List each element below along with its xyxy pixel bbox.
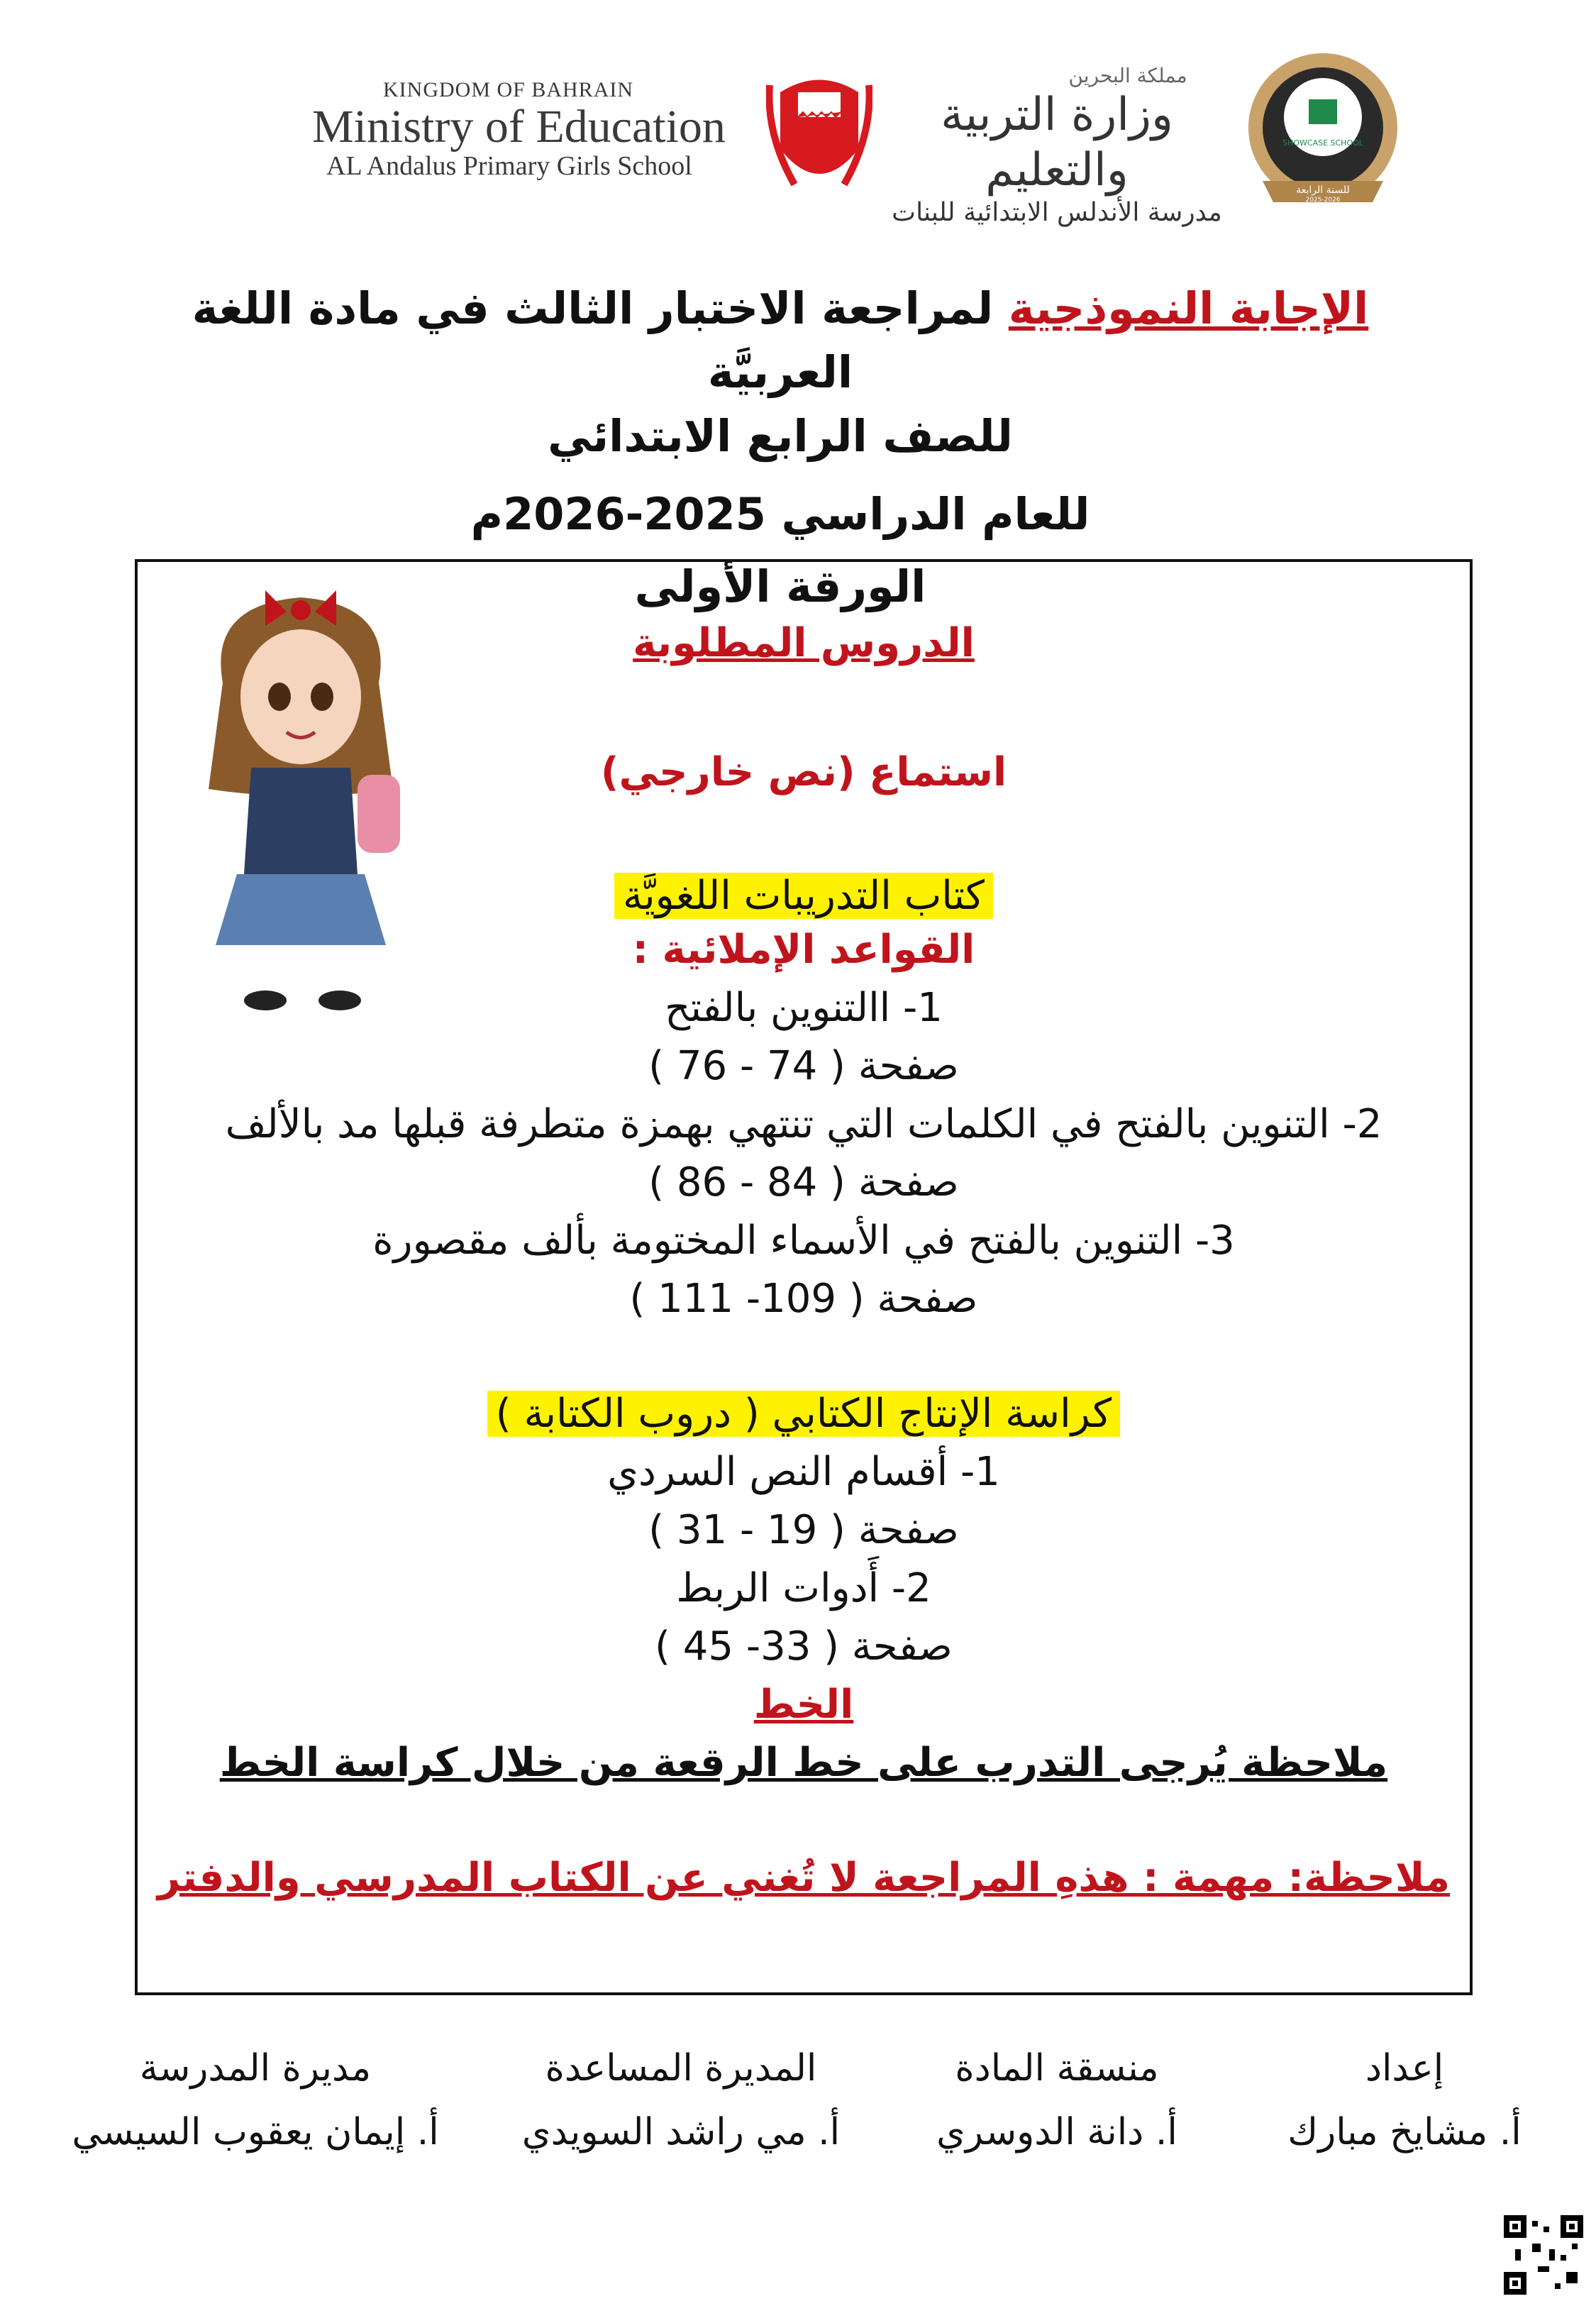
- signature-name: أ. مي راشد السويدي: [521, 2111, 841, 2153]
- writing-book-label: كراسة الإنتاج الكتابي ( دروب الكتابة ): [138, 1389, 1470, 1439]
- lesson-1: 1- اا‌لتنوين بالفتح: [665, 985, 943, 1031]
- signature-assistant-principal: [511, 2036, 851, 2164]
- kingdom-label-ar: مملكة البحرين: [1068, 64, 1187, 87]
- signature-role: مديرة المدرسة: [139, 2047, 372, 2090]
- signatures-row: [0, 2036, 1596, 2178]
- school-name-ar: مدرسة الأندلس الابتدائية للبنات: [892, 198, 1222, 227]
- english-letterhead: [312, 78, 766, 180]
- ministry-label-ar: وزارة التربية والتعليم: [941, 89, 1173, 197]
- signature-name: أ. مشايخ مبارك: [1287, 2111, 1522, 2153]
- bahrain-emblem-icon: [766, 64, 872, 206]
- school-name-en: AL Andalus Primary Girls School: [326, 151, 692, 181]
- spelling-rules-heading: القواعد الإملائية :: [632, 927, 975, 973]
- signature-name: أ. دانة الدوسري: [936, 2111, 1177, 2153]
- signature-principal: [50, 2036, 461, 2164]
- title-underlined: الإجابة النموذجية: [1008, 282, 1369, 334]
- title-line-1: [142, 277, 1419, 404]
- writing-lesson-2-pages: صفحة ( 33- 45 ): [655, 1623, 953, 1670]
- writing-lesson-1: 1- أقسام النص السردي: [607, 1449, 1000, 1495]
- arabic-letterhead: [880, 64, 1234, 227]
- writing-lesson-1-pages: صفحة ( 19 - 31 ): [648, 1507, 959, 1553]
- signature-role: إعداد: [1365, 2047, 1444, 2090]
- title-rest: لمراجعة الاختبار الثالث في مادة اللغة العربيَّة: [192, 282, 1009, 398]
- title-line-2: للصف الرابع الابتدائي: [548, 410, 1013, 462]
- kingdom-label: KINGDOM OF BAHRAIN: [383, 78, 634, 101]
- showcase-school-badge: [1241, 50, 1404, 220]
- lesson-3-pages: صفحة ( 109- 111 ): [629, 1276, 978, 1322]
- lesson-1-pages: صفحة ( 74 - 76 ): [648, 1043, 959, 1089]
- signature-role: منسقة المادة: [955, 2047, 1159, 2090]
- paper-label: الورقة الأولى: [634, 561, 926, 612]
- signature-coordinator: [908, 2036, 1206, 2164]
- writing-lesson-2: 2- أَدوات الربط: [676, 1565, 931, 1611]
- important-note: ملاحظة: مهمة : هذهِ المراجعة لا تُغني عن الكتاب المدرسي والدفتر: [157, 1855, 1451, 1901]
- svg-text:للسنة الرابعة: للسنة الرابعة: [1296, 184, 1350, 196]
- lesson-2-pages: صفحة ( 84 - 86 ): [648, 1159, 959, 1206]
- lesson-2: 2- التنوين بالفتح في الكلمات التي تنتهي بهمزة متطرفة قبلها مد بالألف: [225, 1101, 1382, 1147]
- ministry-label: Ministry of Education: [312, 101, 726, 153]
- lessons-heading: الدروس المطلوبة: [633, 620, 975, 666]
- handwriting-heading: الخط: [753, 1682, 854, 1728]
- academic-year: للعام الدراسي 2025-2026م: [470, 488, 1090, 540]
- lesson-3: 3- التنوين بالفتح في الأسماء المختومة بألف مقصورة: [372, 1218, 1235, 1264]
- svg-text:SHOWCASE SCHOOL: SHOWCASE SCHOOL: [1282, 138, 1363, 148]
- signature-name: أ. إيمان يعقوب السيسي: [72, 2111, 439, 2153]
- svg-text:2025-2026: 2025-2026: [1305, 197, 1341, 204]
- signature-prepared-by: [1263, 2036, 1546, 2164]
- school-header: [312, 50, 1419, 227]
- lessons-box: [135, 559, 1473, 1995]
- training-book-label: كتاب التدريبات اللغويَّة: [138, 871, 1470, 921]
- handwriting-note: ملاحظة يُرجى التدرب على خط الرقعة من خلال كراسة الخط: [219, 1740, 1388, 1786]
- listening-item: استماع (نص خارجي): [600, 749, 1007, 795]
- qr-code-icon: [1504, 2215, 1583, 2295]
- signature-role: المديرة المساعدة: [545, 2047, 817, 2090]
